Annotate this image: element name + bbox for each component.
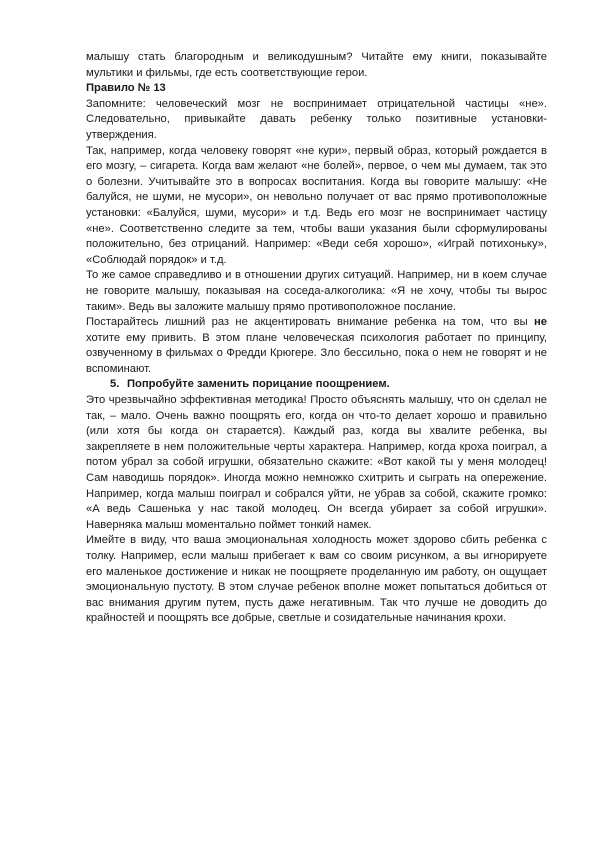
paragraph-coldness: Имейте в виду, что ваша эмоциональная холодность может здорово сбить ребенка с толку. Например, если малыш прибегает к вам со своим рисунком, а вы игнорируете его маленькое достижение и никак не поощряете проделанную им работу, он ощущает эмоциональную пустоту. В этом случае ребенок вполне может попытаться добиться от вас внимания другим путем, пусть даже негативным. Так что лучше не доводить до крайностей и поощрять все добрые, светлые и созидательные начинания крохи. (86, 534, 547, 625)
paragraph-rule-statement: Запомните: человеческий мозг не воспринимает отрицательной частицы «не». Следовательно, привыкайте давать ребенку только позитивные установки-утверждения. (86, 97, 547, 141)
paragraph-intro: малышу стать благородным и великодушным? Читайте ему книги, показывайте мультики и фильмы, где есть соответствующие герои. (86, 51, 547, 79)
list-item-text: Попробуйте заменить порицание поощрением. (127, 378, 390, 391)
paragraph-attention-part2: хотите ему привить. В этом плане человеческая психология работает по принципу, озвученному в фильмах о Фредди Крюгере. Зло бессильно, пока о нем не говорят и не вспоминают. (86, 331, 547, 375)
paragraph-attention-part1: Постарайтесь лишний раз не акцентировать внимание ребенка на том, что вы (86, 316, 535, 329)
list-number: 5. (110, 378, 120, 391)
paragraph-attention-bold: не (534, 316, 547, 329)
rule-heading: Правило № 13 (86, 82, 166, 95)
list-item-5 (86, 377, 547, 393)
paragraph-praise: Это чрезвычайно эффективная методика! Просто объяснять малышу, что он сделал не так, – мало. Очень важно поощрять его, когда он что-то делает хорошо и правильно (или хотя бы когда он старается). Каждый раз, когда вы хвалите ребенка, вы закрепляете в нем положительные черты характера. Например, когда кроха поиграл, а потом убрал за собой игрушки, обязательно скажите: «Вот какой ты у меня молодец! Сам наводишь порядок». Иногда можно немножко схитрить и сыграть на опережение. Например, когда малыш поиграл и собрался уйти, не убрав за собой, скажите громко: «А ведь Сашенька у нас такой молодец. Он всегда убирает за собой игрушки». Наверняка малыш моментально поймет тонкий намек. (86, 394, 547, 531)
paragraph-other-situations: То же самое справедливо и в отношении других ситуаций. Например, ни в коем случае не говорите малышу, показывая на соседа-алкоголика: «Я не хочу, чтобы ты вырос таким». Ведь вы заложите малышу прямо противоположное послание. (86, 269, 547, 313)
paragraph-example: Так, например, когда человеку говорят «не кури», первый образ, который рождается в его мозгу, – сигарета. Когда вам желают «не болей», первое, о чем мы думаем, так это о болезни. Учитывайте это в вопросах воспитания. Когда вы говорите малышу: «Не балуйся, не шуми, не мусори», он невольно получает от вас прямо противоположные установки: «Балуйся, шуми, мусори» и т.д. Ведь его мозг не воспринимает частицу «не». Соответственно следите за тем, чтобы ваши указания были сформулированы положительно, без отрицаний. Например: «Веди себя хорошо», «Играй потихоньку», «Соблюдай порядок» и т.д. (86, 144, 547, 266)
paragraph-attention (86, 315, 547, 377)
